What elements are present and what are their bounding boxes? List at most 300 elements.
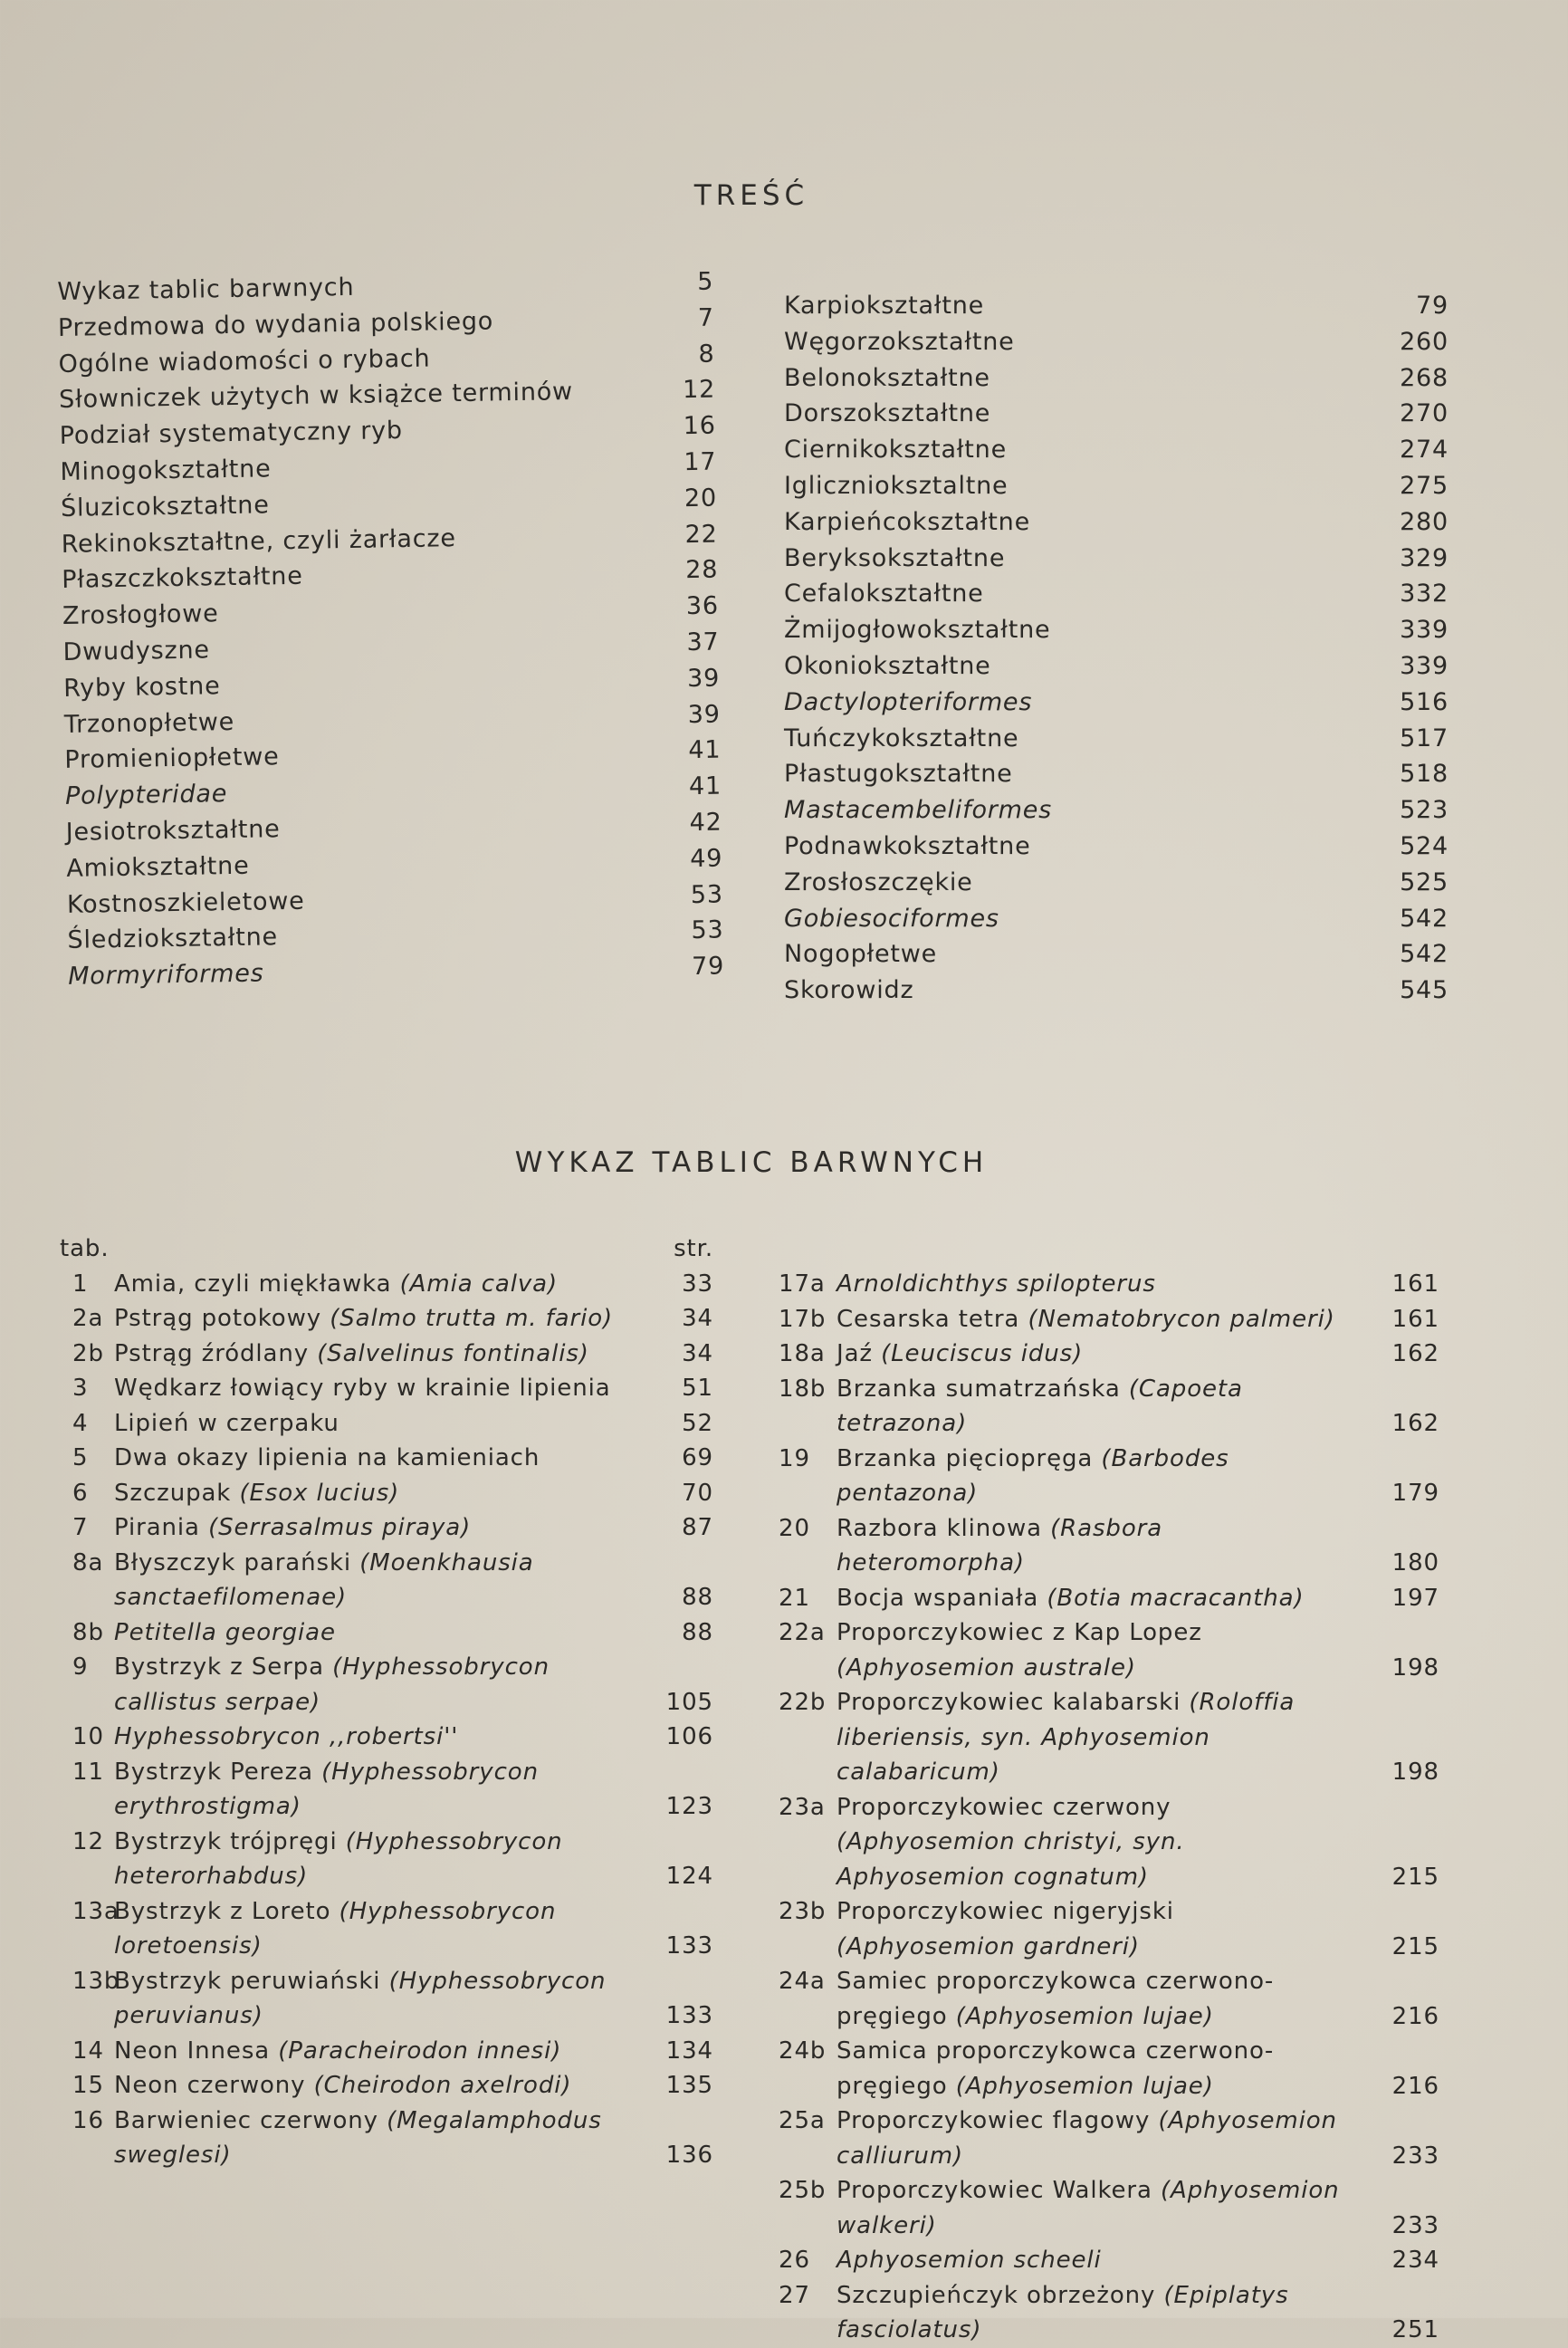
plate-title	[114, 2104, 637, 2173]
contents-entry	[784, 504, 1448, 541]
plate-page: 34	[682, 1339, 713, 1367]
contents-entry	[784, 829, 1448, 865]
plate-number: 7	[72, 1514, 89, 1541]
contents-entry	[784, 936, 1448, 973]
plate-latin-name: (Roloffia liberiensis, syn. Aphyosemion calabaricum)	[837, 1689, 1296, 1786]
plate-entry	[60, 1755, 713, 1825]
contents-entry	[784, 721, 1448, 757]
plate-title	[837, 1372, 1363, 1442]
plate-page: 136	[665, 2142, 713, 2169]
plate-title	[114, 1301, 637, 1337]
entry-page: 329	[1400, 543, 1448, 572]
entry-page: 39	[687, 700, 721, 729]
plate-latin-name: (Moenkhausia sanctaefilomenae)	[114, 1548, 534, 1611]
plate-name: Bocja wspaniała	[837, 1584, 1047, 1612]
plate-entry	[60, 1894, 713, 1964]
entry-title: Trzonopłetwe	[63, 707, 235, 739]
plate-title	[114, 1964, 637, 2034]
entry-page: 41	[688, 771, 722, 801]
plate-title	[114, 1510, 637, 1546]
plate-page: 124	[665, 1863, 713, 1890]
contents-entry	[784, 973, 1448, 1009]
plate-title	[837, 1685, 1363, 1790]
plate-entry	[779, 1511, 1439, 1581]
plate-number: 24b	[779, 2037, 827, 2065]
entry-title: Mormyriformes	[67, 959, 264, 992]
plate-page: 161	[1391, 1270, 1439, 1298]
entry-title: Wykaz tablic barwnych	[57, 273, 355, 306]
plate-name: Neon Innesa	[114, 2037, 279, 2065]
entry-page: 339	[1400, 616, 1448, 645]
plate-page: 198	[1391, 1759, 1439, 1786]
contents-entry	[784, 360, 1448, 397]
plate-title	[114, 1441, 637, 1476]
entry-page: 42	[689, 808, 722, 838]
entry-page: 28	[685, 555, 719, 585]
contents-right-column	[784, 288, 1448, 1009]
plate-title	[837, 1964, 1363, 2034]
plate-number: 17b	[779, 1305, 827, 1333]
plate-name: Neon czerwony	[114, 2072, 314, 2099]
plate-name: Razbora klinowa	[837, 1514, 1051, 1542]
entry-page: 525	[1400, 867, 1448, 896]
contents-entry	[784, 541, 1448, 577]
plate-latin-name: (Megalamphodus sweglesi)	[114, 2106, 602, 2169]
entry-title: Podział systematyczny ryb	[59, 417, 404, 451]
plate-title	[837, 1790, 1363, 1895]
plate-title	[114, 1650, 637, 1720]
plate-latin-name: (Hyphessobrycon callistus serpae)	[114, 1653, 550, 1716]
plate-title	[837, 2034, 1363, 2104]
plate-title	[114, 2034, 637, 2069]
plate-page: 162	[1391, 1340, 1439, 1367]
plate-name: Proporczykowiec flagowy	[837, 2107, 1159, 2134]
plate-number: 13a	[72, 1897, 120, 1925]
plate-title	[837, 1337, 1363, 1372]
plate-page: 134	[665, 2037, 713, 2065]
contents-entry	[784, 648, 1448, 685]
plate-latin-name: (Salvelinus fontinalis)	[317, 1339, 589, 1367]
plate-name: Pirania	[114, 1514, 209, 1541]
plate-number: 15	[72, 2072, 104, 2099]
contents-left-column	[57, 264, 724, 995]
plate-name: Proporczykowiec kalabarski	[837, 1689, 1190, 1716]
entry-page: 53	[691, 915, 724, 945]
entry-page: 12	[682, 375, 716, 405]
plate-title	[114, 1371, 637, 1406]
contents-entry	[784, 396, 1448, 432]
plate-entry	[60, 1371, 713, 1406]
plate-name: Bystrzyk Pereza	[114, 1758, 322, 1786]
plate-number: 10	[72, 1723, 104, 1750]
plate-latin-name: (Aphyosemion gardneri)	[837, 1932, 1140, 1960]
plate-entry	[779, 2034, 1439, 2104]
plate-title	[837, 1442, 1363, 1511]
plate-name: Bystrzyk z Serpa	[114, 1653, 333, 1681]
plate-number: 21	[779, 1584, 810, 1612]
plate-entry	[60, 1337, 713, 1372]
plate-latin-name: Hyphessobrycon ,,robertsi''	[114, 1723, 459, 1750]
entry-title: Żmijogłowokształtne	[784, 616, 1051, 645]
entry-page: 79	[1416, 292, 1448, 320]
plate-page: 216	[1391, 2072, 1439, 2100]
plate-number: 23a	[779, 1793, 826, 1821]
plate-name: Pstrąg źródlany	[114, 1339, 318, 1367]
plate-entry	[60, 1510, 713, 1546]
entry-page: 516	[1400, 687, 1448, 716]
contents-entry	[784, 288, 1448, 324]
entry-title: Minogokształtne	[60, 455, 272, 486]
contents-entry	[784, 576, 1448, 612]
entry-title: Dorszokształtne	[784, 399, 991, 428]
entry-page: 339	[1400, 651, 1448, 680]
plate-number: 13b	[72, 1967, 120, 1995]
contents-entry	[784, 432, 1448, 468]
plate-latin-name: (Nematobrycon palmeri)	[1028, 1305, 1335, 1333]
plate-entry	[779, 1372, 1439, 1442]
plate-entry	[779, 1302, 1439, 1337]
entry-title: Polypteridae	[64, 780, 228, 811]
plate-number: 25a	[779, 2107, 826, 2134]
plate-title	[114, 1476, 637, 1511]
plate-entry	[60, 2034, 713, 2069]
plate-title	[837, 1511, 1363, 1581]
entry-title: Karpieńcokształtne	[784, 507, 1030, 536]
plate-latin-name: (Salmo trutta m. fario)	[330, 1305, 614, 1332]
plate-title	[114, 1894, 637, 1964]
plate-name: Bystrzyk z Loreto	[114, 1897, 339, 1925]
plate-page: 162	[1391, 1410, 1439, 1437]
plate-page: 88	[682, 1584, 713, 1611]
contents-entry	[784, 324, 1448, 360]
plate-title	[837, 1267, 1363, 1302]
plate-number: 1	[72, 1270, 89, 1298]
plate-latin-name: (Cheirodon axelrodi)	[313, 2072, 572, 2099]
plate-title	[837, 2173, 1363, 2243]
entry-page: 53	[690, 880, 724, 909]
plate-page: 69	[682, 1444, 713, 1471]
entry-page: 36	[685, 591, 720, 621]
plate-page: 215	[1391, 1932, 1439, 1960]
plate-latin-name: (Serrasalmus piraya)	[208, 1514, 472, 1541]
plate-title	[114, 1825, 637, 1894]
plate-name: Proporczykowiec Walkera	[837, 2177, 1162, 2204]
plate-title	[837, 1581, 1363, 1616]
plate-number: 6	[72, 1479, 89, 1507]
entry-title: Karpiokształtne	[784, 292, 985, 320]
entry-title: Dactylopteriformes	[784, 687, 1033, 716]
plate-name: Samica proporczykowca czerwonopręgiego	[837, 2037, 1274, 2100]
plate-entry	[60, 1964, 713, 2034]
plate-page: 52	[682, 1409, 713, 1437]
plate-latin-name: (Aphyosemion australe)	[837, 1653, 1136, 1682]
plate-number: 2b	[72, 1339, 104, 1367]
entry-title: Ogólne wiadomości o rybach	[58, 344, 431, 379]
plate-title	[114, 1406, 637, 1442]
plate-entry	[779, 1894, 1439, 1964]
plate-name: Brzanka sumatrzańska	[837, 1375, 1129, 1403]
entry-title: Przedmowa do wydania polskiego	[57, 307, 494, 342]
plate-page: 179	[1391, 1480, 1439, 1507]
entry-page: 280	[1400, 507, 1448, 536]
plate-name: Wędkarz łowiący ryby w krainie lipienia	[114, 1375, 611, 1402]
entry-title: Ryby kostne	[62, 671, 221, 703]
entry-page: 37	[686, 628, 720, 657]
plate-latin-name: (Aphyosemion calliurum)	[837, 2107, 1337, 2170]
entry-page: 268	[1400, 363, 1448, 392]
plate-page: 33	[682, 1270, 713, 1298]
plate-entry	[60, 1720, 713, 1755]
entry-title: Śledziokształtne	[67, 923, 279, 955]
entry-title: Śluzicokształtne	[60, 491, 270, 522]
plate-title	[114, 1267, 637, 1302]
plate-number: 25b	[779, 2177, 827, 2204]
plate-page: 161	[1391, 1305, 1439, 1333]
plates-right-column	[779, 1267, 1439, 2348]
plate-page: 70	[682, 1479, 713, 1507]
plate-latin-name: (Capoeta tetrazona)	[837, 1375, 1243, 1437]
plate-title	[837, 1894, 1363, 1964]
entry-title: Mastacembeliformes	[784, 796, 1053, 825]
plate-number: 18a	[779, 1340, 826, 1367]
plate-name: Brzanka pięciopręga	[837, 1444, 1102, 1472]
plate-latin-name: (Rasbora heteromorpha)	[837, 1514, 1163, 1577]
entry-page: 22	[684, 520, 718, 549]
contents-entry	[784, 756, 1448, 792]
plate-name: Proporczykowiec nigeryjski	[837, 1898, 1174, 1925]
entry-title: Kostnoszkieletowe	[66, 886, 305, 919]
plate-number: 4	[72, 1409, 89, 1437]
entry-title: Nogopłetwe	[784, 940, 938, 969]
plate-title	[837, 2104, 1363, 2173]
plates-column-header	[60, 1232, 713, 1267]
entry-title: Cefalokształtne	[784, 580, 984, 609]
entry-page: 274	[1400, 436, 1448, 465]
plate-title	[114, 1720, 637, 1755]
entry-title: Skorowidz	[784, 976, 914, 1005]
plate-number: 5	[72, 1444, 89, 1471]
plate-number: 26	[779, 2247, 810, 2274]
plate-entry	[60, 1406, 713, 1442]
plate-number: 3	[72, 1375, 89, 1402]
entry-title: Zrosłoszczękie	[784, 867, 973, 896]
plate-latin-name: (Hyphessobrycon peruvianus)	[114, 1967, 607, 2029]
contents-entry	[784, 685, 1448, 721]
plate-latin-name: Aphyosemion scheeli	[837, 2247, 1102, 2274]
plate-page: 216	[1391, 2002, 1439, 2030]
plate-latin-name: (Amia calva)	[399, 1270, 559, 1298]
plate-name: Proporczykowiec czerwony	[837, 1793, 1171, 1821]
plate-name: Bystrzyk trójpręgi	[114, 1827, 346, 1855]
entry-page: 16	[683, 411, 716, 441]
plate-page: 233	[1391, 2142, 1439, 2170]
entry-title: Płastugokształtne	[784, 760, 1013, 789]
plate-page: 34	[682, 1305, 713, 1332]
plates-left-column	[60, 1232, 713, 2173]
entry-title: Ciernikokształtne	[784, 436, 1007, 465]
plate-latin-name: (Barbodes pentazona)	[837, 1444, 1229, 1507]
plate-name: Samiec proporczykowca czerwonopręgiego	[837, 1968, 1274, 2030]
entry-title: Tuńczykokształtne	[784, 724, 1019, 752]
plate-latin-name: (Botia macracantha)	[1047, 1584, 1305, 1612]
plate-entry	[779, 1581, 1439, 1616]
plate-latin-name: (Hyphessobrycon heterorhabdus)	[114, 1827, 563, 1890]
plate-title	[114, 1615, 637, 1651]
plate-entry	[779, 2243, 1439, 2278]
plate-latin-name: Petitella georgiae	[114, 1618, 336, 1646]
plate-entry	[60, 1650, 713, 1720]
plate-name: Proporczykowiec z Kap Lopez	[837, 1619, 1202, 1646]
entry-page: 518	[1400, 760, 1448, 789]
plate-entry	[779, 2278, 1439, 2348]
plate-entry	[779, 1615, 1439, 1685]
plate-number: 27	[779, 2281, 810, 2309]
plate-title	[114, 2068, 637, 2104]
plate-page: 233	[1391, 2211, 1439, 2239]
plate-page: 215	[1391, 1863, 1439, 1891]
plate-name: Szczupak	[114, 1479, 240, 1507]
entry-title: Węgorzokształtne	[784, 327, 1015, 356]
entry-title: Okoniokształtne	[784, 651, 991, 680]
entry-page: 7	[697, 303, 715, 332]
plate-entry	[779, 1964, 1439, 2034]
plate-entry	[60, 2104, 713, 2173]
plate-title	[837, 1615, 1363, 1685]
contents-entry	[784, 792, 1448, 829]
plate-name: Szczupieńczyk obrzeżony	[837, 2281, 1164, 2309]
plate-page: 234	[1391, 2247, 1439, 2274]
entry-title: Iglicznioksztaltne	[784, 471, 1009, 500]
entry-title: Rekinokształtne, czyli żarłacze	[61, 523, 457, 559]
plate-name: Cesarska tetra	[837, 1305, 1028, 1333]
plate-name: Jaź	[837, 1340, 882, 1367]
entry-title: Płaszczkokształtne	[62, 562, 303, 595]
entry-page: 545	[1400, 976, 1448, 1005]
plate-page: 133	[665, 2002, 713, 2029]
plate-number: 24a	[779, 1968, 826, 1995]
plate-latin-name: (Hyphessobrycon loretoensis)	[114, 1897, 557, 1960]
plate-entry	[60, 1476, 713, 1511]
plate-entry	[779, 2104, 1439, 2173]
plate-number: 9	[72, 1653, 89, 1681]
plate-latin-name: (Aphyosemion christyi, syn. Aphyosemion cognatum)	[837, 1828, 1185, 1891]
plate-entry	[60, 1441, 713, 1476]
plate-page: 251	[1391, 2316, 1439, 2343]
plate-name: Dwa okazy lipienia na kamieniach	[114, 1444, 540, 1471]
entry-page: 17	[684, 447, 717, 477]
plate-number: 18b	[779, 1375, 827, 1403]
contents-entry	[784, 901, 1448, 937]
plate-page: 88	[682, 1618, 713, 1646]
entry-page: 39	[686, 664, 721, 693]
entry-page: 524	[1400, 831, 1448, 860]
plate-latin-name: (Hyphessobrycon erythrostigma)	[114, 1758, 539, 1820]
entry-page: 20	[684, 484, 718, 513]
plate-entry	[779, 2173, 1439, 2243]
plate-name: Pstrąg potokowy	[114, 1305, 330, 1332]
plate-latin-name: (Esox lucius)	[239, 1479, 400, 1507]
plate-page: 133	[665, 1932, 713, 1960]
plate-entry	[60, 1267, 713, 1302]
entry-title: Belonokształtne	[784, 363, 990, 392]
page-column-label: str.	[674, 1235, 713, 1262]
plate-title	[837, 2243, 1363, 2278]
entry-page: 332	[1400, 580, 1448, 609]
plate-number: 11	[72, 1758, 104, 1786]
plate-number: 16	[72, 2106, 104, 2134]
plate-latin-name: (Aphyosemion lujae)	[955, 2002, 1214, 2030]
contents-entry	[784, 468, 1448, 504]
plate-name: Barwieniec czerwony	[114, 2106, 387, 2134]
plate-latin-name: (Leuciscus idus)	[881, 1340, 1084, 1367]
plate-number: 14	[72, 2037, 104, 2065]
plate-latin-name: (Paracheirodon innesi)	[278, 2037, 562, 2065]
entry-title: Beryksokształtne	[784, 543, 1006, 572]
plate-number: 8b	[72, 1618, 104, 1646]
entry-page: 260	[1400, 327, 1448, 356]
plate-entry	[779, 1337, 1439, 1372]
plate-latin-name: (Aphyosemion lujae)	[955, 2072, 1214, 2100]
plate-title	[837, 1302, 1363, 1337]
plate-title	[114, 1546, 637, 1615]
entry-title: Promieniopłetwe	[64, 743, 280, 775]
plate-entry	[60, 1825, 713, 1894]
plate-number: 22a	[779, 1619, 826, 1646]
plate-name: Lipień w czerpaku	[114, 1409, 339, 1437]
plate-latin-name: (Aphyosemion walkeri)	[837, 2177, 1340, 2239]
plate-number: 20	[779, 1514, 810, 1542]
plate-entry	[60, 1546, 713, 1615]
plate-latin-name: (Epiplatys fasciolatus)	[837, 2281, 1289, 2343]
entry-page: 542	[1400, 904, 1448, 933]
entry-title: Gobiesociformes	[784, 904, 999, 933]
plate-number: 23b	[779, 1898, 827, 1925]
plate-page: 180	[1391, 1549, 1439, 1577]
plate-page: 105	[665, 1688, 713, 1716]
plate-number: 2a	[72, 1305, 104, 1332]
contents-entry	[784, 612, 1448, 648]
tab-column-label: tab.	[60, 1235, 110, 1262]
plate-title	[837, 2278, 1363, 2348]
plate-entry	[779, 1267, 1439, 1302]
plate-number: 12	[72, 1827, 104, 1855]
entry-page: 8	[698, 340, 715, 369]
plates-heading: WYKAZ TABLIC BARWNYCH	[514, 1146, 989, 1179]
plate-entry	[60, 1301, 713, 1337]
plate-number: 17a	[779, 1270, 826, 1298]
plate-number: 19	[779, 1444, 810, 1472]
entry-title: Zrosłogłowe	[62, 599, 219, 631]
plate-entry	[779, 1442, 1439, 1511]
entry-title: Podnawkokształtne	[784, 831, 1031, 860]
entry-page: 270	[1400, 399, 1448, 428]
entry-title: Dwudyszne	[62, 636, 211, 666]
plate-page: 87	[682, 1514, 713, 1541]
plate-entry	[60, 1615, 713, 1651]
entry-page: 523	[1400, 796, 1448, 825]
entry-page: 49	[690, 844, 723, 873]
entry-title: Słowniczek użytych w książce terminów	[58, 378, 574, 415]
plate-page: 135	[665, 2072, 713, 2099]
entry-page: 542	[1400, 940, 1448, 969]
plate-entry	[779, 1685, 1439, 1790]
plate-name: Amia, czyli miękławka	[114, 1270, 400, 1298]
plate-name: Bystrzyk peruwiański	[114, 1967, 389, 1995]
entry-page: 41	[688, 735, 722, 765]
entry-title: Amiokształtne	[66, 851, 250, 883]
plate-entry	[60, 2068, 713, 2104]
plate-name: Błyszczyk parański	[114, 1548, 360, 1577]
